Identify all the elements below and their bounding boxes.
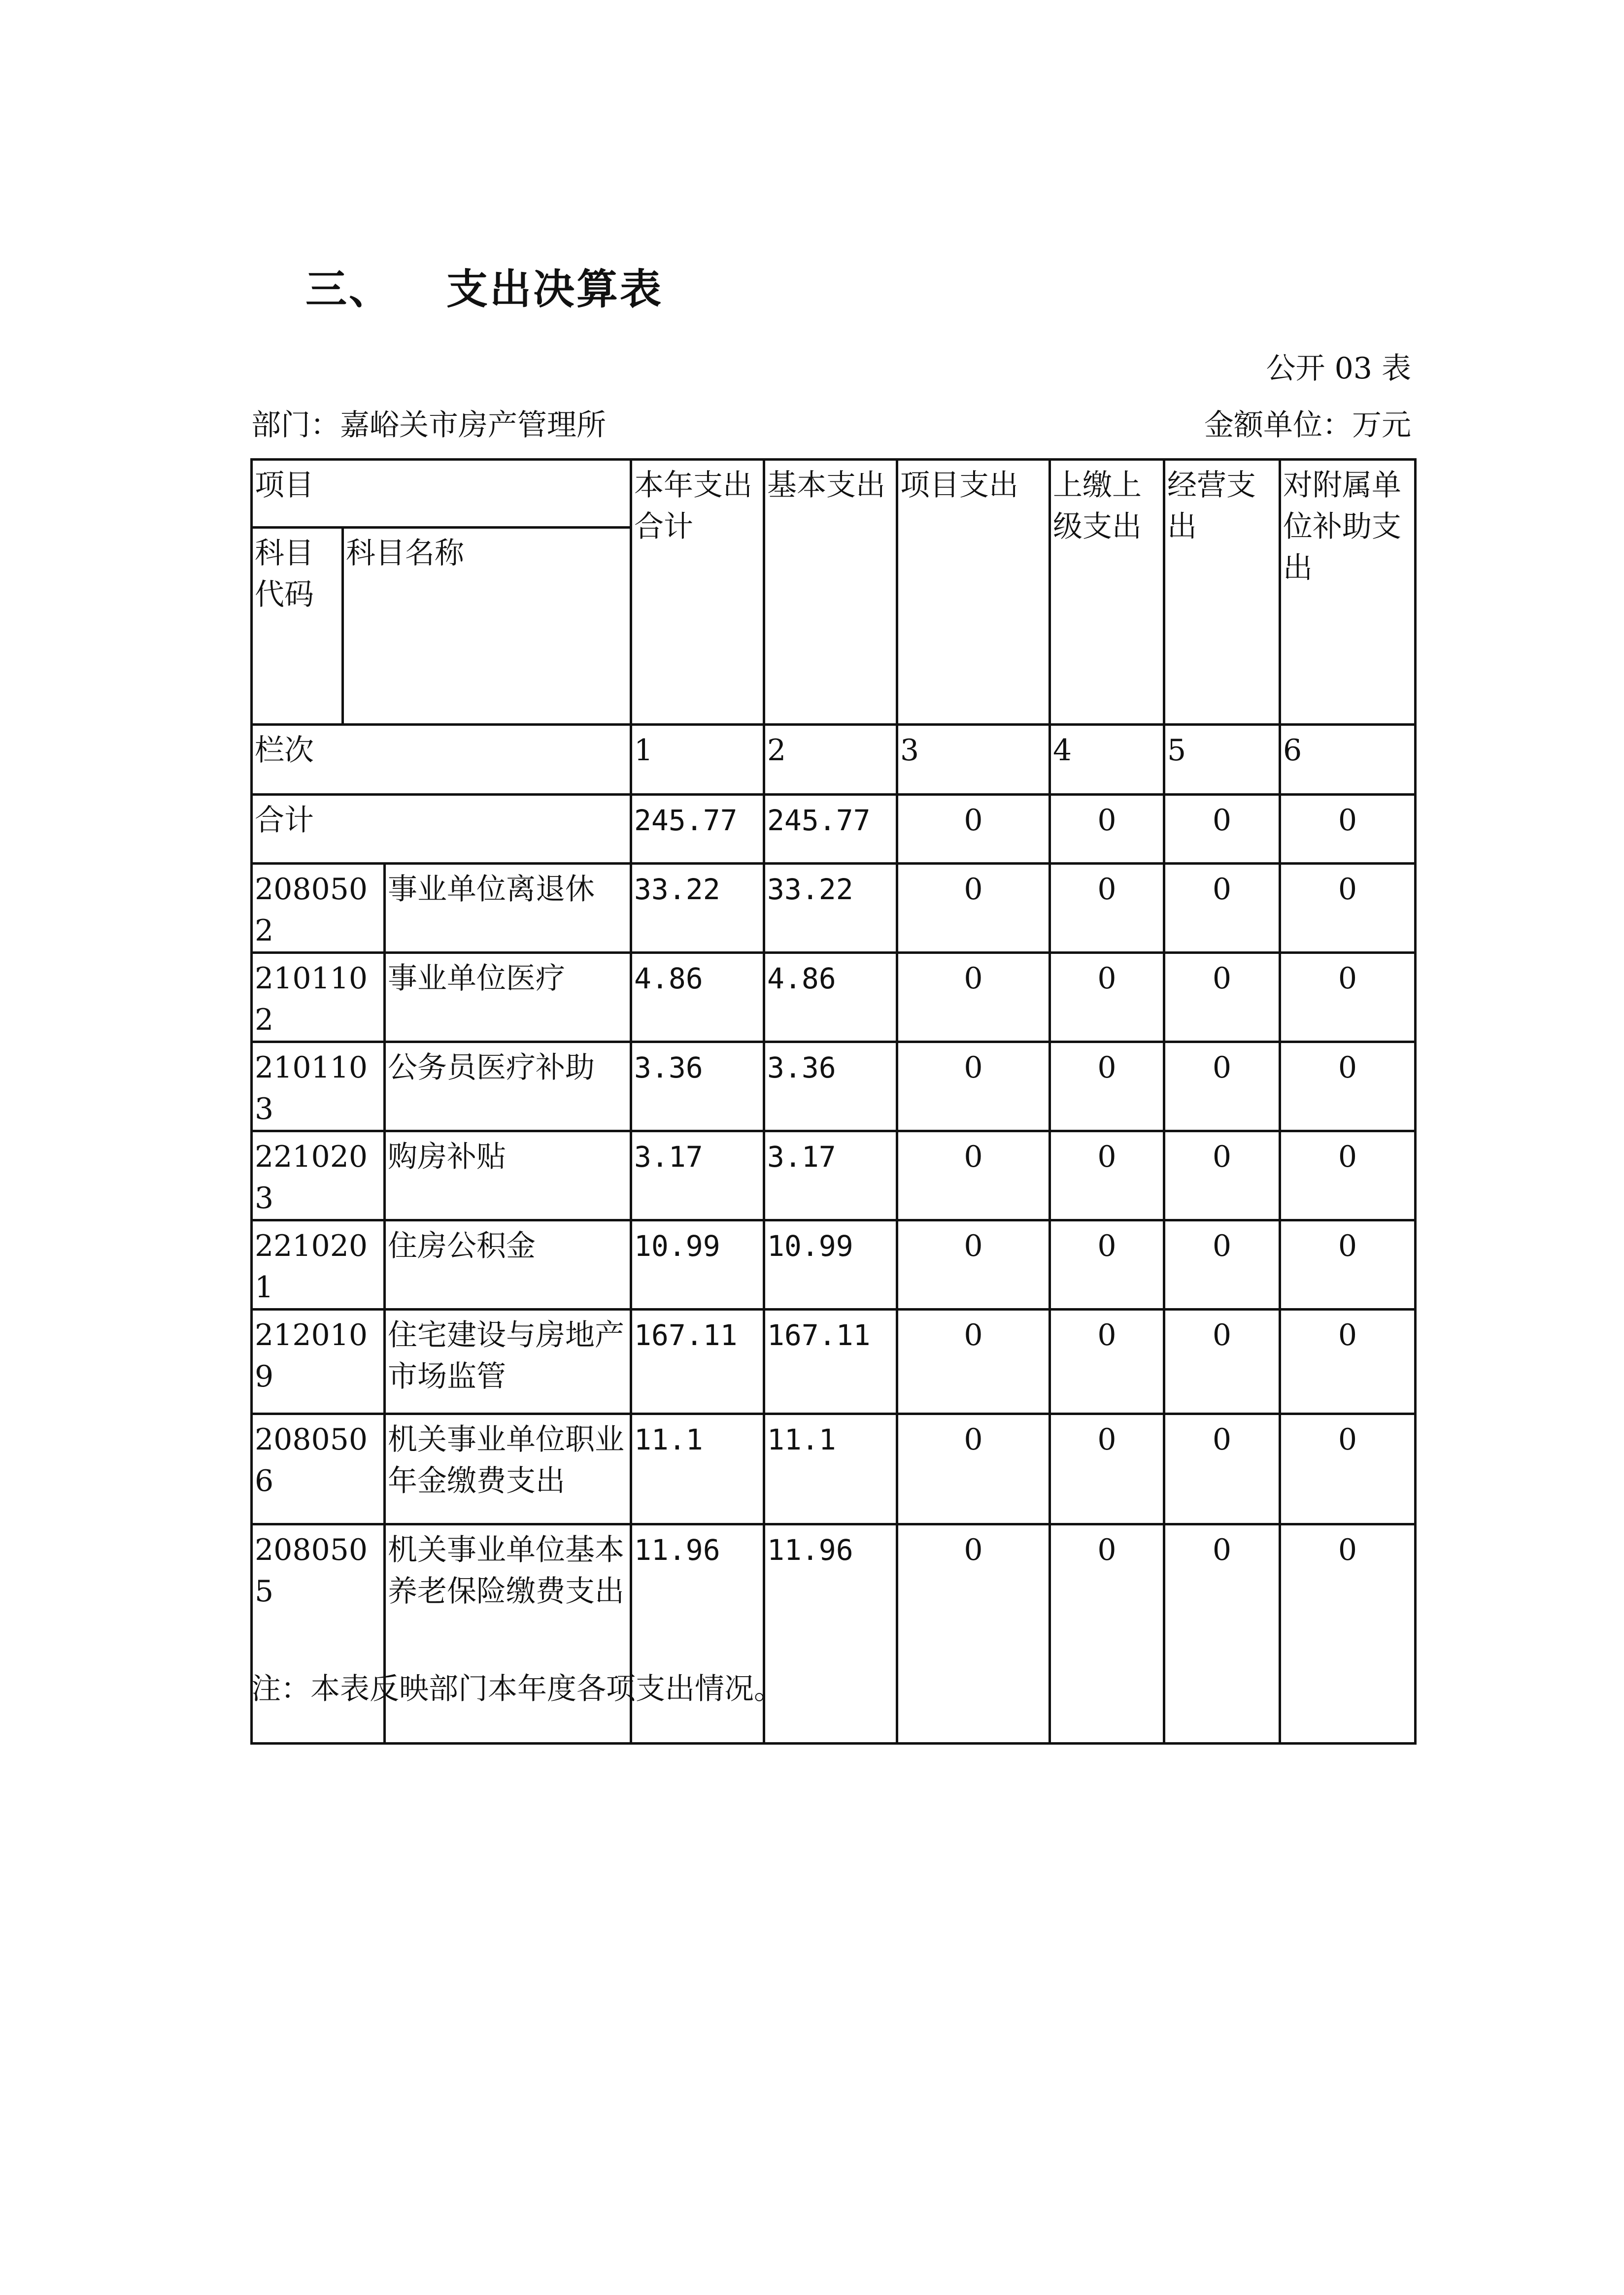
table-row (252, 1524, 1416, 1744)
column-index-cell: 4 (1050, 725, 1164, 795)
value-cell: 10.99 (764, 1220, 897, 1310)
value-cell: 0 (897, 1042, 1050, 1131)
value-cell: 0 (897, 1524, 1050, 1744)
value-cell: 0 (1050, 1131, 1164, 1220)
value-cell: 0 (897, 1414, 1050, 1524)
table-code: 公开 03 表 (1266, 351, 1411, 386)
value-cell: 0 (1164, 864, 1280, 953)
value-cell: 11.1 (764, 1414, 897, 1524)
column-index-cell: 1 (631, 725, 764, 795)
value-cell: 0 (1164, 1310, 1280, 1414)
subject-name: 住宅建设与房地产市场监管 (385, 1310, 631, 1414)
value-cell: 0 (1280, 1131, 1416, 1220)
title-number: 三、 (305, 265, 393, 313)
value-cell: 0 (1164, 1414, 1280, 1524)
value-cell: 11.96 (631, 1524, 764, 1744)
expenditure-table (250, 458, 1417, 1745)
subject-code: 2101103 (252, 1042, 385, 1131)
value-cell: 0 (1164, 1042, 1280, 1131)
subject-name: 机关事业单位职业年金缴费支出 (385, 1414, 631, 1524)
value-cell: 167.11 (764, 1310, 897, 1414)
total-value: 245.77 (764, 795, 897, 864)
value-cell: 0 (897, 1220, 1050, 1310)
header-subject-name: 科目名称 (343, 528, 631, 725)
value-cell: 33.22 (764, 864, 897, 953)
value-cell: 10.99 (631, 1220, 764, 1310)
total-row (252, 795, 1416, 864)
value-cell: 0 (1050, 864, 1164, 953)
subject-name: 公务员医疗补助 (385, 1042, 631, 1131)
column-index-cell: 3 (897, 725, 1050, 795)
value-cell: 11.1 (631, 1414, 764, 1524)
total-label: 合计 (252, 795, 631, 864)
total-value: 0 (1050, 795, 1164, 864)
value-cell: 0 (1280, 1310, 1416, 1414)
value-cell: 0 (1164, 1220, 1280, 1310)
subject-code: 2210203 (252, 1131, 385, 1220)
header-col-upper: 上缴上级支出 (1050, 460, 1164, 725)
value-cell: 0 (897, 1131, 1050, 1220)
column-index-label: 栏次 (252, 725, 631, 795)
value-cell: 3.36 (764, 1042, 897, 1131)
header-col-business: 经营支出 (1164, 460, 1280, 725)
value-cell: 0 (1050, 1414, 1164, 1524)
value-cell: 11.96 (764, 1524, 897, 1744)
table-row (252, 953, 1416, 1042)
table-row (252, 864, 1416, 953)
unit-label: 金额单位：万元 (1204, 408, 1411, 442)
total-value: 0 (1280, 795, 1416, 864)
total-value: 0 (897, 795, 1050, 864)
value-cell: 3.36 (631, 1042, 764, 1131)
value-cell: 0 (1050, 1524, 1164, 1744)
title-text: 支出决算表 (446, 265, 664, 313)
subject-name: 购房补贴 (385, 1131, 631, 1220)
value-cell: 33.22 (631, 864, 764, 953)
column-index-cell: 2 (764, 725, 897, 795)
subject-code: 2101102 (252, 953, 385, 1042)
value-cell: 0 (897, 953, 1050, 1042)
value-cell: 0 (1164, 1131, 1280, 1220)
value-cell: 0 (1164, 953, 1280, 1042)
value-cell: 0 (1164, 1524, 1280, 1744)
table-note: 注：本表反映部门本年度各项支出情况。 (251, 1672, 783, 1706)
value-cell: 0 (1280, 864, 1416, 953)
value-cell: 0 (1280, 1042, 1416, 1131)
value-cell: 3.17 (764, 1131, 897, 1220)
subject-name: 事业单位医疗 (385, 953, 631, 1042)
page-title (305, 256, 663, 316)
value-cell: 4.86 (631, 953, 764, 1042)
subject-code: 2120109 (252, 1310, 385, 1414)
value-cell: 0 (897, 864, 1050, 953)
table-row (252, 1414, 1416, 1524)
value-cell: 0 (1050, 1220, 1164, 1310)
header-item: 项目 (252, 460, 631, 528)
header-row-item (252, 460, 1416, 528)
subject-name: 机关事业单位基本养老保险缴费支出 (385, 1524, 631, 1744)
subject-name: 住房公积金 (385, 1220, 631, 1310)
value-cell: 0 (1280, 1524, 1416, 1744)
value-cell: 0 (1280, 1220, 1416, 1310)
table-row (252, 1042, 1416, 1131)
subject-code: 2210201 (252, 1220, 385, 1310)
total-value: 245.77 (631, 795, 764, 864)
subject-code: 2080506 (252, 1414, 385, 1524)
column-index-cell: 5 (1164, 725, 1280, 795)
total-value: 0 (1164, 795, 1280, 864)
value-cell: 0 (1050, 1042, 1164, 1131)
header-subject-code: 科目代码 (252, 528, 343, 725)
header-col-subsidiary: 对附属单位补助支出 (1280, 460, 1416, 725)
value-cell: 3.17 (631, 1131, 764, 1220)
value-cell: 0 (1280, 1414, 1416, 1524)
value-cell: 0 (1280, 953, 1416, 1042)
subject-code: 2080505 (252, 1524, 385, 1744)
header-col-basic: 基本支出 (764, 460, 897, 725)
subject-code: 2080502 (252, 864, 385, 953)
department-label: 部门：嘉峪关市房产管理所 (251, 408, 606, 442)
value-cell: 4.86 (764, 953, 897, 1042)
value-cell: 0 (1050, 1310, 1164, 1414)
table-row (252, 1220, 1416, 1310)
header-col-total: 本年支出合计 (631, 460, 764, 725)
table-row (252, 1131, 1416, 1220)
header-col-project: 项目支出 (897, 460, 1050, 725)
column-index-cell: 6 (1280, 725, 1416, 795)
column-index-row (252, 725, 1416, 795)
table-row (252, 1310, 1416, 1414)
subject-name: 事业单位离退休 (385, 864, 631, 953)
value-cell: 167.11 (631, 1310, 764, 1414)
value-cell: 0 (1050, 953, 1164, 1042)
value-cell: 0 (897, 1310, 1050, 1414)
